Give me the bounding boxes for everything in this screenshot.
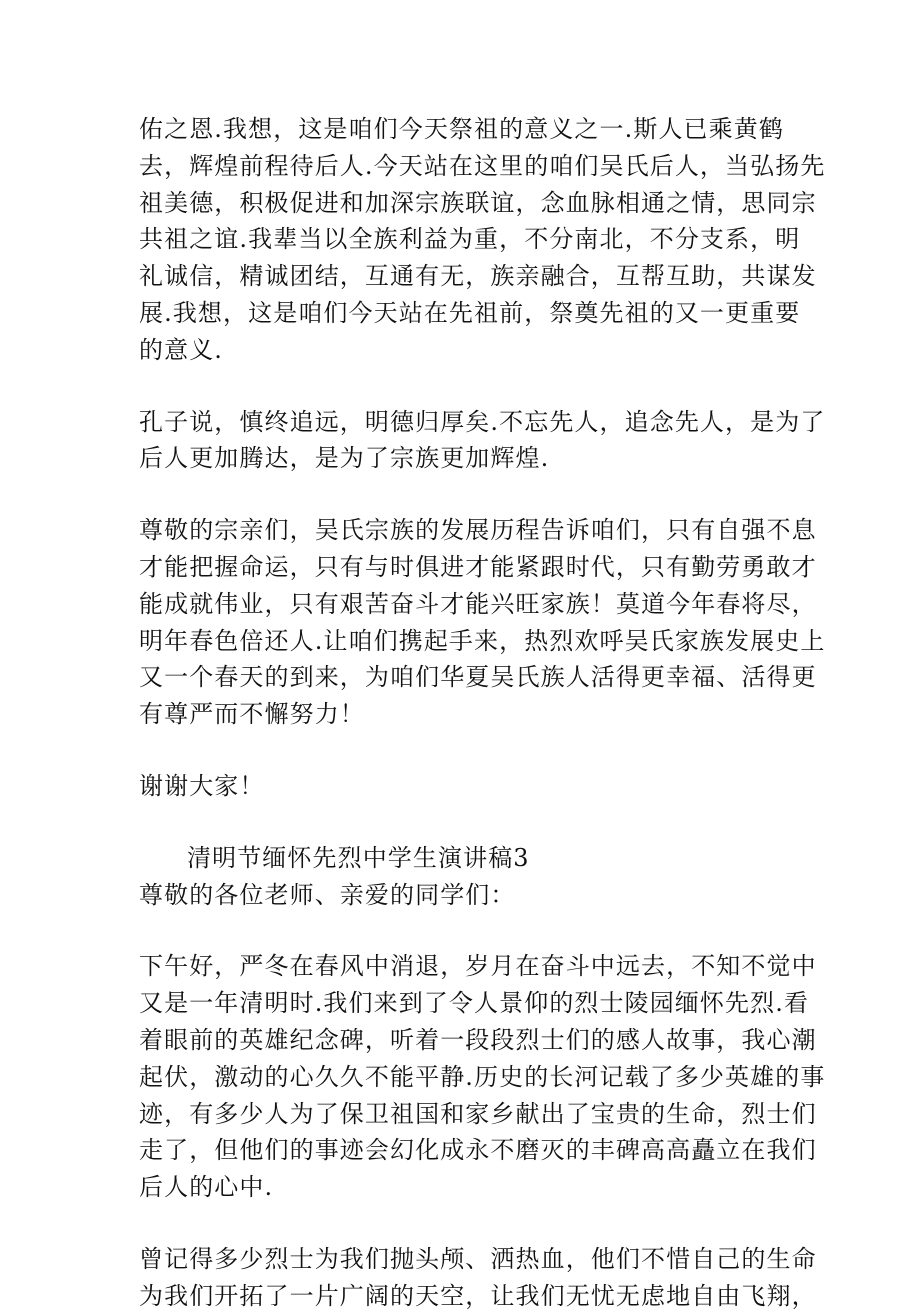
text-line: 展.我想，这是咱们今天站在先祖前，祭奠先祖的又一更重要 xyxy=(139,298,801,327)
text-line: 明年春色倍还人.让咱们携起手来，热烈欢呼吴氏家族发展史上 xyxy=(139,626,826,655)
text-line: 的意义. xyxy=(139,335,224,364)
text-line: 孔子说，慎终追远，明德归厚矣.不忘先人，追念先人，是为了 xyxy=(139,407,826,436)
text-line: 起伏，激动的心久久不能平静.历史的长河记载了多少英雄的事 xyxy=(139,1062,826,1091)
text-line: 为我们开拓了一片广阔的天空，让我们无忧无虑地自由飞翔， xyxy=(139,1281,817,1310)
text-line: 共祖之谊.我辈当以全族利益为重，不分南北，不分支系，明 xyxy=(139,225,801,254)
salutation: 尊敬的各位老师、亲爱的同学们： xyxy=(139,880,516,909)
paragraph-confucius xyxy=(139,404,826,478)
text-line: 后人更加腾达，是为了宗族更加辉煌. xyxy=(139,444,550,473)
paragraph-gap xyxy=(139,913,789,948)
paragraph-qingming-memorial xyxy=(139,948,826,1206)
text-line: 祖美德，积极促进和加深宗族联谊，念血脉相通之情，思同宗 xyxy=(139,188,817,217)
text-line: 谢谢大家！ xyxy=(139,771,265,800)
text-line: 佑之恩.我想，这是咱们今天祭祖的意义之一.斯人已乘黄鹤 xyxy=(139,115,784,143)
paragraph-gap xyxy=(139,477,789,512)
text-line: 能成就伟业，只有艰苦奋斗才能兴旺家族！莫道今年春将尽， xyxy=(139,589,817,618)
text-line: 又一个春天的到来，为咱们华夏吴氏族人活得更幸福、活得更 xyxy=(139,663,817,692)
paragraph-thanks xyxy=(139,768,789,805)
paragraph-martyrs-sacrifice xyxy=(139,1241,817,1315)
paragraph-ancestor-meaning xyxy=(139,111,826,369)
text-line: 后人的心中. xyxy=(139,1173,274,1202)
paragraph-clan-development xyxy=(139,512,826,733)
paragraph-gap xyxy=(139,733,789,768)
text-line: 曾记得多少烈士为我们抛头颅、洒热血，他们不惜自己的生命 xyxy=(139,1244,817,1273)
paragraph-gap xyxy=(139,1206,789,1241)
section-heading xyxy=(139,840,789,914)
text-line: 尊敬的宗亲们，吴氏宗族的发展历程告诉咱们，只有自强不息 xyxy=(139,516,817,545)
section-title: 清明节缅怀先烈中学生演讲稿3 xyxy=(187,843,530,872)
text-line: 迹，有多少人为了保卫祖国和家乡献出了宝贵的生命，烈士们 xyxy=(139,1099,817,1128)
text-line: 有尊严而不懈努力！ xyxy=(139,700,365,729)
paragraph-gap xyxy=(139,369,789,404)
text-line: 又是一年清明时.我们来到了令人景仰的烈士陵园缅怀先烈.看 xyxy=(139,989,810,1018)
document-body xyxy=(139,111,826,1315)
text-line: 去，辉煌前程待后人.今天站在这里的咱们吴氏后人，当弘扬先 xyxy=(139,151,826,180)
text-line: 着眼前的英雄纪念碑，听着一段段烈士们的感人故事，我心潮 xyxy=(139,1025,817,1054)
text-line: 才能把握命运，只有与时俱进才能紧跟时代，只有勤劳勇敢才 xyxy=(139,552,817,581)
paragraph-gap xyxy=(139,805,789,840)
text-line: 走了，但他们的事迹会幻化成永不磨灭的丰碑高高矗立在我们 xyxy=(139,1136,817,1165)
text-line: 下午好，严冬在春风中消退，岁月在奋斗中远去，不知不觉中 xyxy=(139,952,817,981)
text-line: 礼诚信，精诚团结，互通有无，族亲融合，互帮互助，共谋发 xyxy=(139,262,817,291)
